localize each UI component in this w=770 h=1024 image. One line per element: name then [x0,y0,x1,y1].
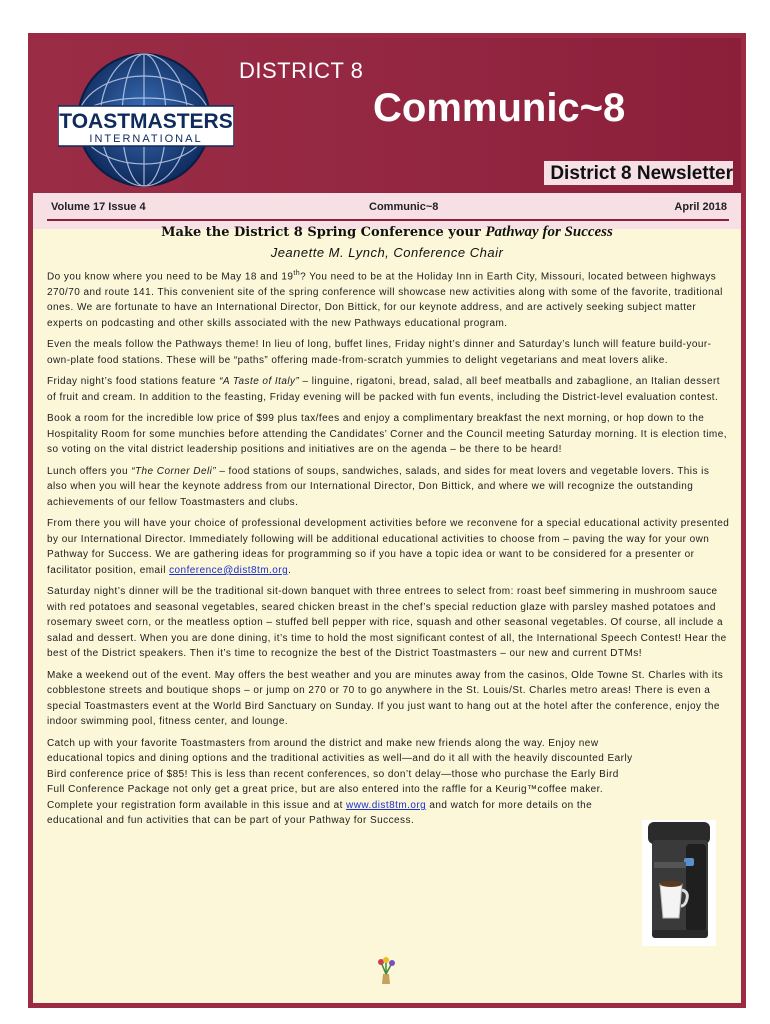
paragraph-7: Saturday night’s dinner will be the traditional sit-down banquet with three entrees to select from: roast beef simmering in mushroom sauce with red potatoes and seasonal vegetables, seared chicken breast in the chef’s special reduction glaze with parsley mashed potatoes and rosemary sweet corn, or the meatless option – stuffed bell pepper with rice, squash and other seasonal vegetables. Of course, all include a salad and dessert. When you are done dining, it’s time to hold the most significant contest of all, the International Speech Contest! Hear the best of the District speakers. Then it’s time to recognize the best of the District Toastmasters – our new and current DTMs! [47,586,727,660]
paragraph-2: Even the meals follow the Pathways theme! In lieu of long, buffet lines, Friday night’s dinner and Saturday’s lunch will feature build-your-own-plate food stations. These will be “paths” offering made-from-scratch yummies to delight vegetarians and meat lovers alike. [47,339,712,366]
paragraph-3 [47,374,731,405]
header-divider [47,219,729,221]
p1-text-a: Do you know where you need to be May 18 and 19 [47,271,294,283]
p5-italic: “The Corner Deli” [131,465,217,477]
logo-text-top: TOASTMASTERS [59,110,233,133]
paragraph-8: Make a weekend out of the event. May offers the best weather and you are minutes away from the casinos, Olde Towne St. Charles with its cobblestone streets and boutique shops – or jump on 270 or 70 to go anywhere in the St. Louis/St. Charles metro areas! There is even a special Toastmasters event at the World Bird Sanctuary on Sunday. If you just want to hang out at the hotel after the conference, enjoy the indoor swimming pool, fitness center, and lounge. [47,669,724,728]
paragraph-1 [47,266,731,331]
issue-center-label: Communic~8 [369,201,439,213]
district-label: DISTRICT 8 [239,58,364,83]
issue-volume: Volume 17 Issue 4 [51,201,146,213]
p9-text-a: Catch up with your favorite Toastmasters from around the district and make new friends along the way. Enjoy new educational topics and dining options and the traditional activities as well—and do it all with the heavily discounted Early Bird conference price of $85! This is less than recent conferences, so don’t delay—those who purchase the Early Bird Full Conference Package not only get a great price, but are also entered into the raffle for a Keurig™coffee maker. Complete your registration form available in this issue and at [47,737,633,811]
newsletter-title: District 8 Newsletter [544,161,733,185]
newsletter-page-border [28,33,746,1008]
paragraph-5 [47,464,731,511]
p6-text-b: . [288,564,292,576]
p5-text-b: – food stations of soups, sandwiches, salads, and sides for meat lovers and vegetable lovers. This is also when you will hear the keynote address from our International Director, Don Bittick, and where we will recognize the outstanding achievements of our fellow Toastmasters and clubs. [47,465,710,508]
flowers-icon [373,956,399,986]
p1-text-b: ? You need to be at the Holiday Inn in Earth City, Missouri, located between highways 270/70 and route 141. This convenient site of the spring conference will showcase new activities along with some of the favorite, traditional ones. We are fortunate to have an International Director, Don Bittick, for our keynote address, and are actively seeking subject matter experts on podcasting and other skills associated with the new Pathways educational program. [47,271,723,329]
p6-text-a: From there you will have your choice of professional development activities before we reconvene for a special educational activity presented by our International Director. Immediately following will be additional educational activities to choose from – paving the way for your own Pathway for Success. We are gathering ideas for programming so if you have a topic idea or want to be considered for a presenter or facilitator position, email [47,518,730,576]
p3-italic: “A Taste of Italy” [219,376,300,388]
article-byline: Jeanette M. Lynch, Conference Chair [270,245,504,260]
paragraph-9 [47,736,633,829]
conference-email-link[interactable]: conference@dist8tm.org [169,564,289,576]
paragraph-6 [47,516,731,578]
paragraph-4: Book a room for the incredible low price of $99 plus tax/fees and enjoy a complimentary breakfast the next morning, or hop down to the Hospitality Room for some munchies before attending the Candidates’ Corner and the Council meeting Saturday morning. It is election time, so voting on the vital district leadership positions and initiatives are on the agenda – be there to be heard! [47,413,727,456]
p1-superscript: th [293,270,301,277]
p3-text-a: Friday night’s food stations feature [47,376,220,388]
headline-main: Make the District 8 Spring Conference your [161,225,486,240]
article-headline [33,224,741,241]
headline-script: Pathway for Success [485,224,613,240]
p5-text-a: Lunch offers you [47,465,132,477]
keurig-coffee-maker-image [640,818,718,948]
newsletter-brand: Communic~8 [373,86,626,130]
issue-date: April 2018 [674,201,727,213]
logo-text-bottom: INTERNATIONAL [89,133,203,145]
toastmasters-logo [58,48,234,193]
newsletter-page [33,38,741,1003]
p3-text-b: – linguine, rigatoni, bread, salad, all beef meatballs and zabaglione, an Italian dessert of fruit and cream. In addition to the feasting, Friday evening will be packed with fun events, including the District-level evaluation contest. [47,376,721,403]
p9-text-b: and watch for more details on the educational and fun activities that can be part of your Pathway for Success. [47,799,593,827]
article-body [47,266,731,835]
website-link[interactable]: www.dist8tm.org [346,799,427,811]
